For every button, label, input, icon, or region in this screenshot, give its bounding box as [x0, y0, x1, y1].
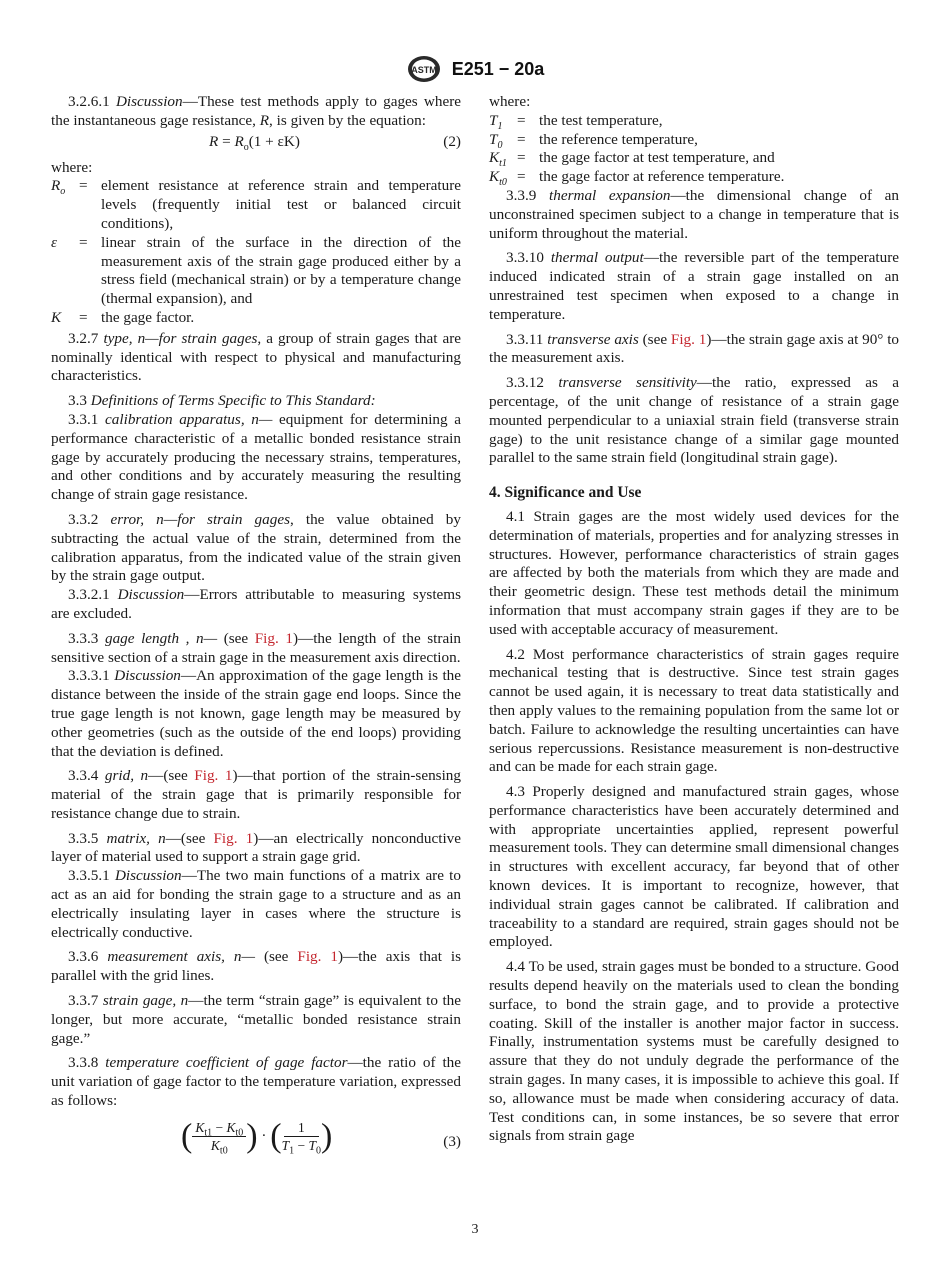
- para-3-2-6-1: 3.2.6.1 Discussion—These test methods apply to gages where the instantaneous gage resistance, R, is given by the equation:: [51, 93, 461, 129]
- para-3-3-5: 3.3.5 matrix, n—(see Fig. 1)—an electrically nonconductive layer of material used to support a strain gage grid.: [51, 829, 462, 866]
- para-4-1: 4.1 Strain gages are the most widely used devices for the determination of materials, properties and for analyzing stresses in structures. However, performance characteristics of strain gages are affected by both the materials from which they are made and their geometric design. These test methods detail the minimum information that must accompany strain gages if they are to be used with acceptable accuracy of measurement.: [489, 507, 900, 638]
- para-3-3-11: 3.3.11 transverse axis (see Fig. 1)—the strain gage axis at 90° to the measurement axis.: [489, 330, 900, 367]
- section-heading: 4. Significance and Use: [489, 484, 642, 502]
- para-3-3-2: 3.3.2 error, n—for strain gages, the value obtained by subtracting the actual value of the strain, determined from the calibration apparatus, from the indicated value of the strain given by the strain gage output.: [51, 510, 461, 585]
- para-3-2-7: 3.2.7 type, n—for strain gages, a group of strain gages that are nominally identical with respect to physical and manufacturing characteristics.: [51, 329, 462, 385]
- page-number: 3: [471, 1222, 479, 1237]
- para-3-3-5-1: 3.3.5.1 Discussion—The two main functions of a matrix are to act as an aid for bonding the strain gage to a structure and as an electrically insulating layer in cases where the structure is electrically conductive.: [51, 867, 461, 941]
- fig-1-link[interactable]: Fig. 1: [670, 330, 707, 348]
- para-3-3: 3.3 Definitions of Terms Specific to This Standard:: [68, 392, 376, 410]
- equation-number: (2): [443, 132, 461, 150]
- where-label: where:: [489, 93, 531, 110]
- definition-row: $K_{t1}$ = the gage factor at test temperature, and: [489, 149, 775, 170]
- para-3-3-8: 3.3.8 temperature coefficient of gage factor—the ratio of the unit variation of gage factor to the temperature variation, expressed as follows:: [51, 1054, 462, 1110]
- equation-2: $R = R_o(1 + \varepsilon K)$ (2): [209, 132, 461, 153]
- definition-row: $K_{t0}$ = the gage factor at reference temperature.: [489, 168, 785, 189]
- fig-1-link[interactable]: Fig. 1: [297, 948, 338, 966]
- fig-1-link[interactable]: Fig. 1: [254, 629, 293, 647]
- variable-definitions: [51, 177, 461, 327]
- para-3-3-6: 3.3.6 measurement axis, n— (see Fig. 1)—the axis that is parallel with the grid lines.: [51, 948, 462, 985]
- definition-row: $T_0$ = the reference temperature,: [489, 130, 698, 151]
- right-column: [489, 93, 899, 1146]
- para-3-3-1: 3.3.1 calibration apparatus, n— equipment for determining a performance characteristic of a metallic bonded resistance strain gage by accurately producing the necessary strains, temperatures, and other conditions and by accurately measuring the resulting change of strain gage resistance.: [51, 410, 462, 504]
- para-3-3-9: 3.3.9 thermal expansion—the dimensional change of an unconstrained specimen subject to a change in temperature that is uniform throughout the material.: [489, 186, 899, 242]
- variable-definitions: [489, 112, 899, 187]
- definition-row: $T_1$ = the test temperature,: [489, 111, 663, 132]
- para-3-3-3: 3.3.3 gage length , n— (see Fig. 1)—the length of the strain sensitive section of a strain gage in the measurement axis direction.: [51, 629, 462, 666]
- para-4-2: 4.2 Most performance characteristics of strain gages require mechanical testing that is destructive. Since test strain gages cannot be used again, it is necessary to treat data statistically and then apply values to the remaining population from the same lot or batch. Failure to acknowledge the resulting uncertainties can have serious repercussions. Resistance measurement is non-destructive and can be made for each strain gage.: [489, 645, 899, 776]
- svg-text:ASTM: ASTM: [410, 65, 437, 75]
- left-column: [51, 93, 461, 1171]
- para-3-3-10: 3.3.10 thermal output—the reversible part of the temperature induced indicated strain of a strain gage installed on an unrestrained test specimen when exposed to a change in temperature.: [489, 249, 899, 323]
- definition-row: $R_o$ = element resistance at reference strain and temperature levels (frequently initial test or balanced circuit conditions),: [51, 177, 461, 232]
- standard-designation: E251 − 20a: [451, 58, 545, 79]
- para-3-3-12: 3.3.12 transverse sensitivity—the ratio, expressed as a percentage, of the unit change of resistance of a strain gage mounted perpendicular to a uniaxial strain field (transverse strain gage) to the unit resistance change of a similar gage mounted parallel to the same strain field (longitudinal strain gage).: [489, 374, 899, 467]
- page-header: [0, 54, 950, 84]
- astm-logo: [406, 54, 442, 84]
- equation-number: (3): [443, 1132, 461, 1150]
- equation-3: ( $\frac{K_{t1} - K_{t0}}{K_{t0}}$ ) · ( $\frac{1}{T_1 - T_0}$ ) (3): [181, 1117, 461, 1157]
- para-3-3-4: 3.3.4 grid, n—(see Fig. 1)—that portion of the strain-sensing material of the strain gage that is primarily responsible for resistance change due to strain.: [51, 767, 461, 822]
- para-4-3: 4.3 Properly designed and manufactured strain gages, whose performance characteristics have been accurately determined and with appropriate uncertainties applied, represent powerful measurement tools. They can determine small dimensional changes in structures with excellent accuracy, far beyond that of other known devices. It is important to recognize, however, that individual strain gages cannot be calibrated. If calibration and traceability to a standard are required, strain gages should not be employed.: [489, 783, 899, 951]
- para-3-3-7: 3.3.7 strain gage, n—the term “strain gage” is equivalent to the longer, but more accurate, “metallic bonded resistance strain gage.”: [51, 992, 461, 1047]
- fig-1-link[interactable]: Fig. 1: [194, 767, 233, 785]
- fig-1-link[interactable]: Fig. 1: [213, 829, 254, 847]
- where-label: where:: [51, 158, 93, 176]
- para-3-3-2-1: 3.3.2.1 Discussion—Errors attributable to measuring systems are excluded.: [51, 586, 462, 622]
- definition-row: K = the gage factor.: [51, 308, 195, 326]
- para-4-4: 4.4 To be used, strain gages must be bonded to a structure. Good results depend heavily on the materials used to clean the bonding surface, to bond the strain gage, and to provide a protective coating. Skill of the installer is another major factor in success. Finally, instrumentation systems must be carefully designed to assure that they do not unduly degrade the performance of the strain gages. In many cases, it is impossible to achieve this goal. If so, allowance must be made when considering accuracy of data. Test conditions can, in some instances, be so severe that error signals from strain gage: [489, 958, 899, 1145]
- definition-row: ε = linear strain of the surface in the direction of the measurement axis of the strain gage produced either by a stress field (mechanical strain) or by a temperature change (thermal expansion), and: [51, 233, 461, 308]
- para-3-3-3-1: 3.3.3.1 Discussion—An approximation of the gage length is the distance between the inside of the strain gage end loops. Since the true gage length is not known, gage length may be measured by other geometries (such as the outside of the end loops) providing that the deviation is defined.: [51, 667, 462, 760]
